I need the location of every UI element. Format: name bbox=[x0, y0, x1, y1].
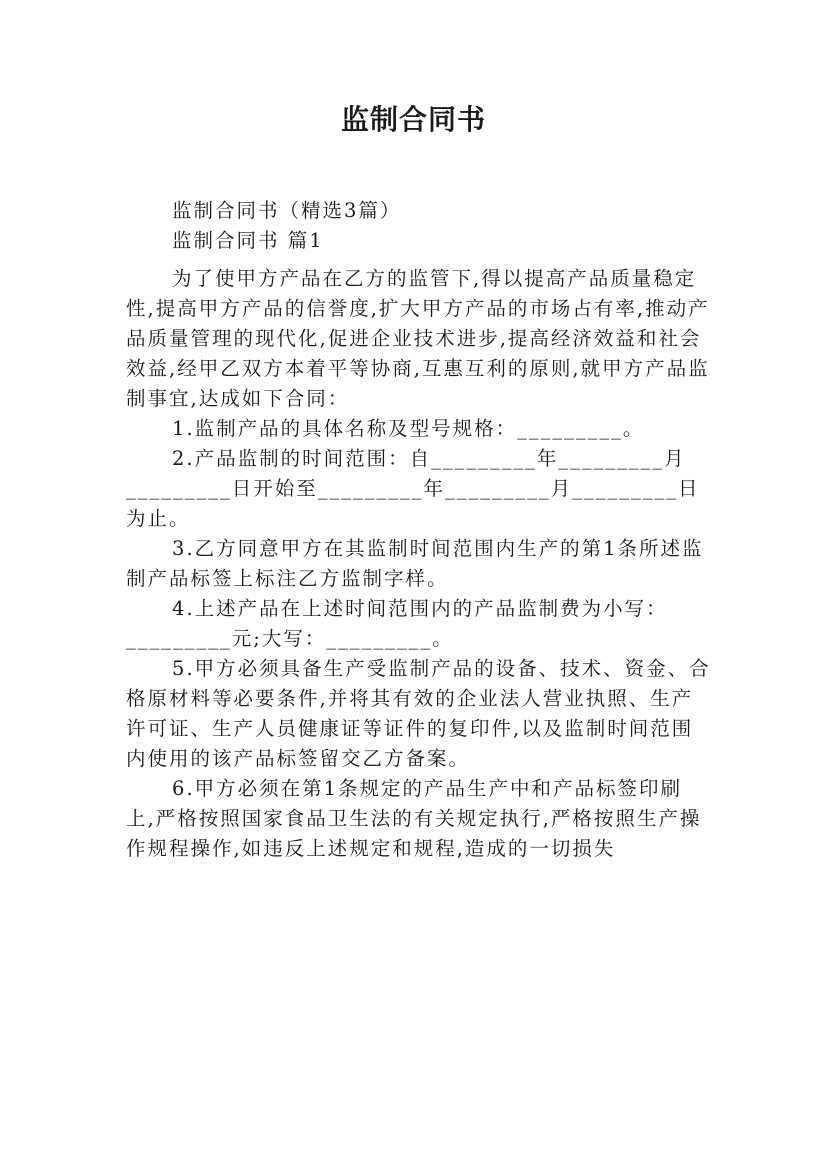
document-body bbox=[126, 196, 711, 864]
clause-item: 4.上述产品在上述时间范围内的产品监制费为小写：_________元;大写：_________。 bbox=[126, 597, 668, 650]
clause-item: 3.乙方同意甲方在其监制时间范围内生产的第1条所述监制产品标签上标注乙方监制字样。 bbox=[126, 537, 704, 590]
clause-item: 5.甲方必须具备生产受监制产品的设备、技术、资金、合格原材料等必要条件,并将其有效的企业法人营业执照、生产许可证、生产人员健康证等证件的复印件,以及监制时间范围内使用的该产品标签留交乙方备案。 bbox=[126, 657, 711, 770]
document-title: 监制合同书 bbox=[340, 103, 486, 136]
clause-item: 6.甲方必须在第1条规定的产品生产中和产品标签印刷上,严格按照国家食品卫生法的有关规定执行,严格按照生产操作规程操作,如违反上述规定和规程,造成的一切损失 bbox=[126, 777, 702, 860]
intro-paragraph: 为了使甲方产品在乙方的监管下,得以提高产品质量稳定性,提高甲方产品的信誉度,扩大甲方产品的市场占有率,推动产品质量管理的现代化,促进企业技术进步,提高经济效益和社会效益,经甲乙双方本着平等协商,互惠互利的原则,就甲方产品监制事宜,达成如下合同： bbox=[126, 267, 710, 410]
clause-item: 2.产品监制的时间范围：自_________年_________月_________日开始至_________年_________月_________日为止。 bbox=[126, 447, 700, 530]
section-heading: 监制合同书 篇1 bbox=[172, 229, 324, 252]
document-subtitle: 监制合同书（精选3篇） bbox=[172, 199, 402, 222]
clause-item: 1.监制产品的具体名称及型号规格：_________。 bbox=[172, 417, 645, 440]
